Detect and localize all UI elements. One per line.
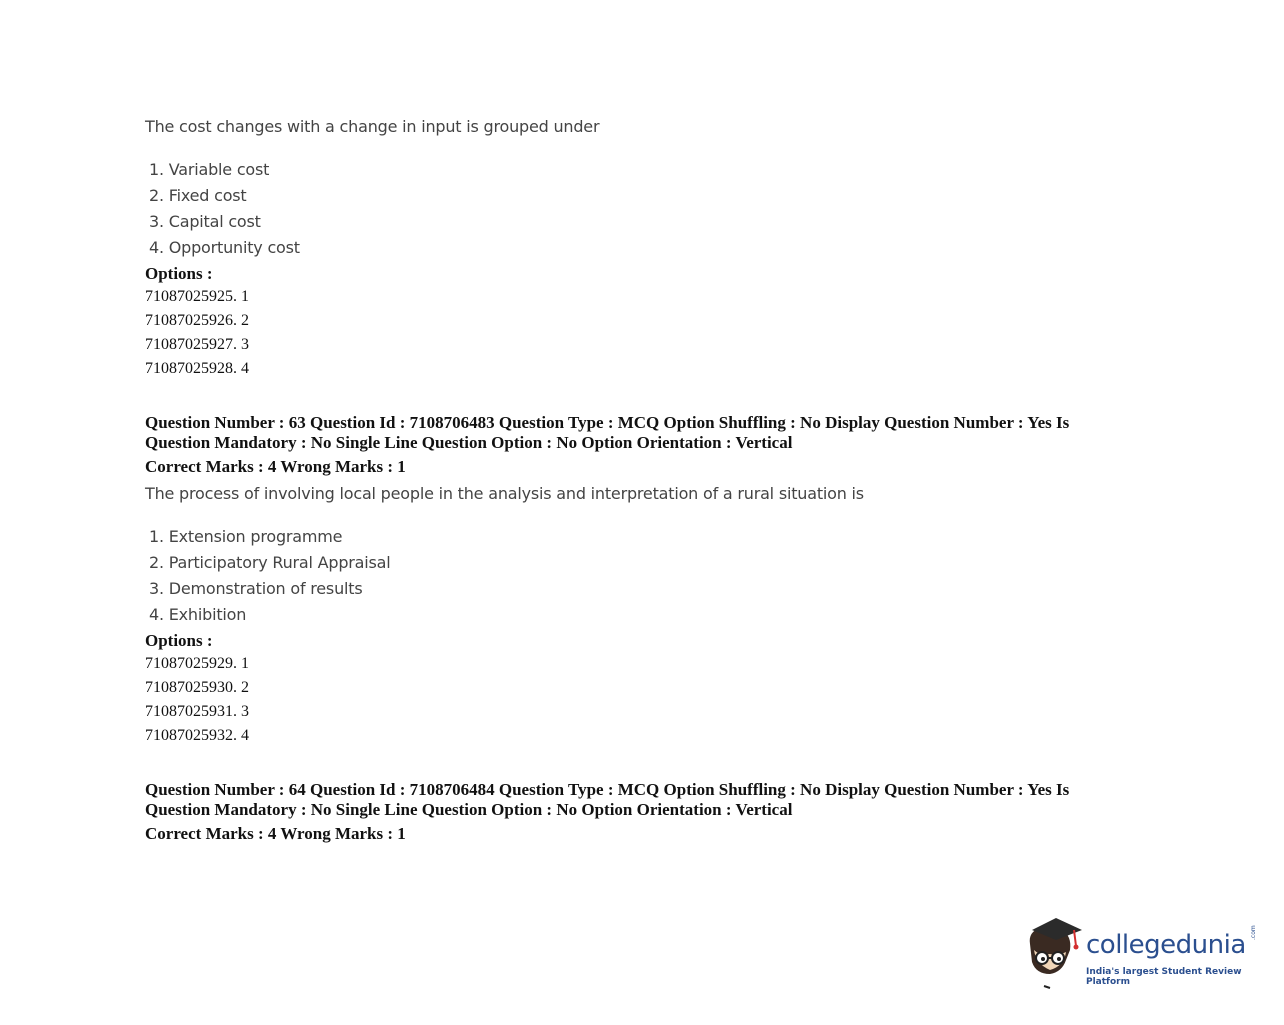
logo-wordmark: collegedunia bbox=[1086, 930, 1246, 960]
mascot-graduation-cap-icon bbox=[1022, 916, 1082, 990]
choice-item: 3. Demonstration of results bbox=[149, 579, 363, 598]
choice-item: 4. Exhibition bbox=[149, 605, 247, 624]
option-id-row: 71087025931. 3 bbox=[145, 703, 249, 720]
choice-item: 4. Opportunity cost bbox=[149, 238, 300, 257]
question-marks: Correct Marks : 4 Wrong Marks : 1 bbox=[145, 824, 406, 843]
question-meta-line: Question Mandatory : No Single Line Question Option : No Option Orientation : Vertical bbox=[145, 800, 793, 819]
choice-item: 2. Fixed cost bbox=[149, 186, 247, 205]
options-heading: Options : bbox=[145, 631, 213, 650]
logo-tagline: India's largest Student Review Platform bbox=[1086, 967, 1242, 987]
option-id-row: 71087025926. 2 bbox=[145, 312, 249, 329]
option-id-row: 71087025932. 4 bbox=[145, 727, 249, 744]
option-id-row: 71087025930. 2 bbox=[145, 679, 249, 696]
option-id-row: 71087025928. 4 bbox=[145, 360, 249, 377]
option-id-row: 71087025927. 3 bbox=[145, 336, 249, 353]
logo-domain-suffix: .com bbox=[1250, 925, 1257, 940]
choice-item: 2. Participatory Rural Appraisal bbox=[149, 553, 391, 572]
choice-item: 3. Capital cost bbox=[149, 212, 261, 231]
option-id-row: 71087025925. 1 bbox=[145, 288, 249, 305]
choice-item: 1. Variable cost bbox=[149, 160, 270, 179]
question-marks: Correct Marks : 4 Wrong Marks : 1 bbox=[145, 457, 406, 476]
question-meta-line: Question Number : 63 Question Id : 7108706483 Question Type : MCQ Option Shuffling : No Display Question Number : Yes Is bbox=[145, 413, 1070, 432]
question-text-62: The cost changes with a change in input is grouped under bbox=[145, 117, 600, 136]
question-meta-line: Question Number : 64 Question Id : 7108706484 Question Type : MCQ Option Shuffling : No Display Question Number : Yes Is bbox=[145, 780, 1070, 799]
question-meta-line: Question Mandatory : No Single Line Question Option : No Option Orientation : Vertical bbox=[145, 433, 793, 452]
choice-item: 1. Extension programme bbox=[149, 527, 343, 546]
collegedunia-logo bbox=[1022, 916, 1262, 990]
option-id-row: 71087025929. 1 bbox=[145, 655, 249, 672]
question-text-63: The process of involving local people in the analysis and interpretation of a rural situation is bbox=[145, 484, 864, 503]
options-heading: Options : bbox=[145, 264, 213, 283]
